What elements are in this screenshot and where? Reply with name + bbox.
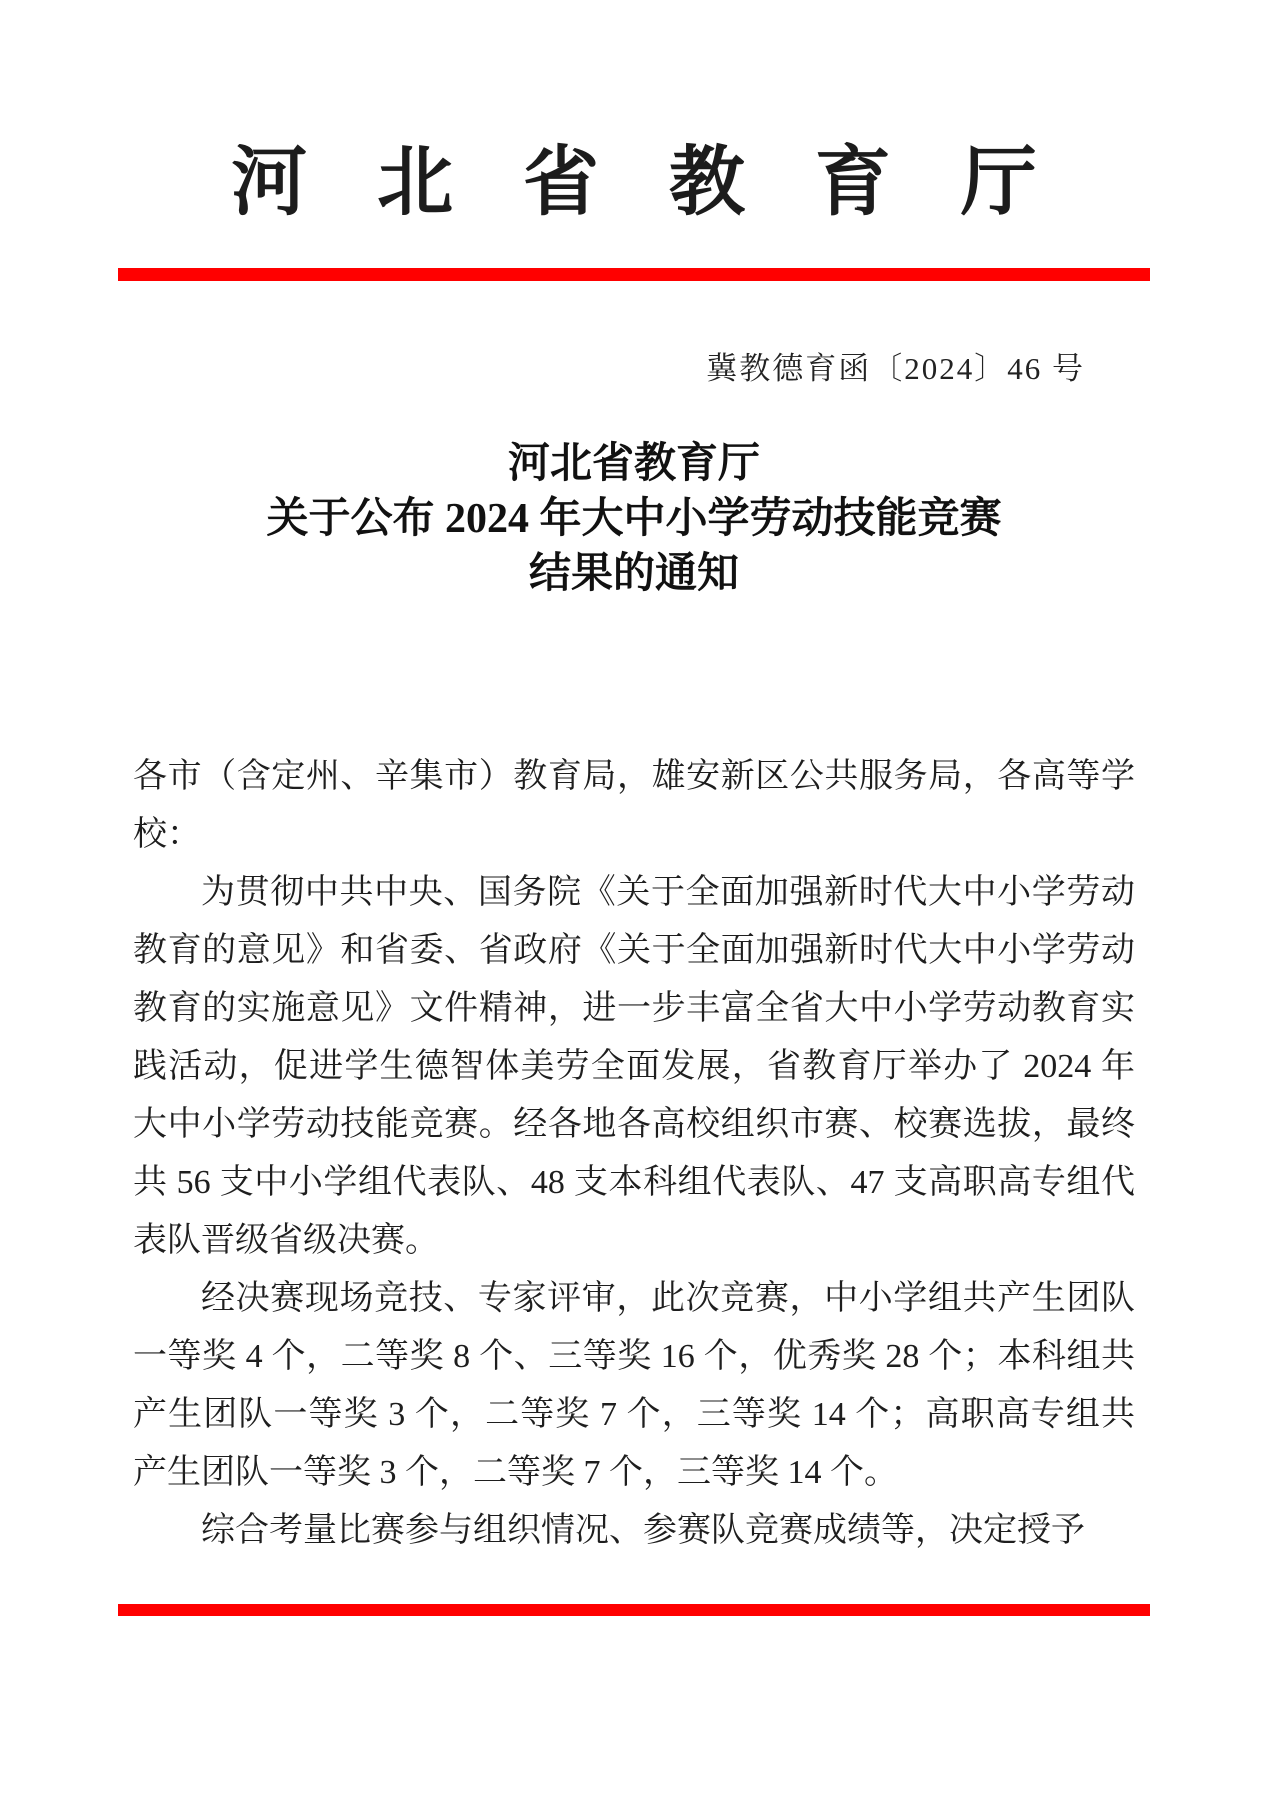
letterhead-title: 河北省教育厅 — [231, 141, 1107, 225]
document-body — [133, 748, 1135, 1560]
body-paragraph-1: 为贯彻中共中央、国务院《关于全面加强新时代大中小学劳动教育的意见》和省委、省政府《关于全面加强新时代大中小学劳动教育的实施意见》文件精神，进一步丰富全省大中小学劳动教育实践活动，促进学生德智体美劳全面发展，省教育厅举办了 2024 年大中小学劳动技能竞赛。经各地各高校组织市赛、校赛选拔，最终共 56 支中小学组代表队、48 支本科组代表队、47 支高职高专组代表队晋级省级决赛。 — [133, 874, 1135, 1260]
letterhead-divider-rule — [118, 268, 1150, 281]
letterhead — [133, 138, 1135, 281]
footer-divider-rule — [118, 1604, 1150, 1616]
document-number: 冀教德育函〔2024〕46 号 — [706, 351, 1085, 387]
document-title — [133, 437, 1135, 602]
document-title-line-3: 结果的通知 — [528, 551, 739, 598]
document-title-line-1: 河北省教育厅 — [507, 441, 760, 488]
document-title-line-2: 关于公布 2024 年大中小学劳动技能竞赛 — [266, 496, 1002, 543]
body-paragraph-2: 经决赛现场竞技、专家评审，此次竞赛，中小学组共产生团队一等奖 4 个，二等奖 8 个、三等奖 16 个，优秀奖 28 个；本科组共产生团队一等奖 3 个，二等奖 7 个，三等奖 14 个；高职高专组共产生团队一等奖 3 个，二等奖 7 个，三等奖 14 个。 — [133, 1280, 1135, 1492]
body-paragraph-3: 综合考量比赛参与组织情况、参赛队竞赛成绩等，决定授予 — [201, 1512, 1085, 1550]
salutation-line: 各市（含定州、辛集市）教育局，雄安新区公共服务局，各高等学校： — [133, 758, 1135, 854]
